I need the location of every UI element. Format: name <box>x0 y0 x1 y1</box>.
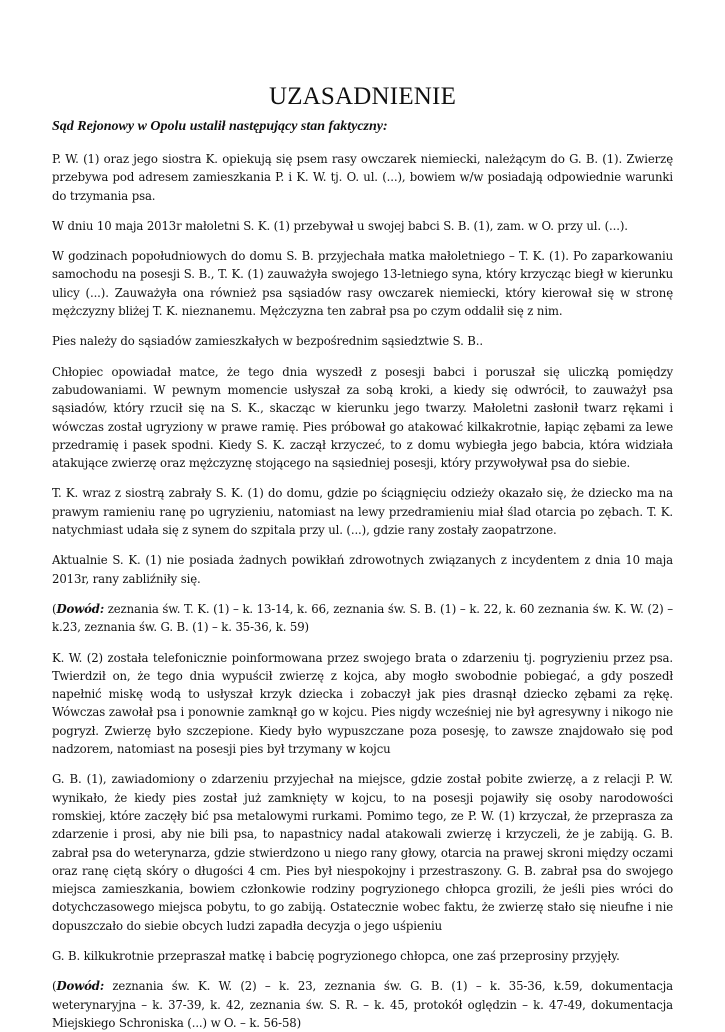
paragraph-8: K. W. (2) została telefonicznie poinformowana przez swojego brata o zdarzeniu tj. pogryzieniu przez psa. Twierdził on, że tego dnia wypuścił zwierzę z kojca, aby mogło swobodnie pobiegać, a gdy poszedł napełnić miskę wodą to usłyszał krzyk dziecka i zobaczył jak pies drasnął dziecko zębami za rękę. Wówczas zawołał psa i ponownie zamknął go w kojcu. Pies nigdy wcześniej nie był agresywny i nikogo nie pogryzł. Zwierzę było szczepione. Kiedy było wypuszczane poza posesję, to zawsze znajdowało się pod nadzorem, natomiast na posesji pies był trzymany w kojcu <box>52 650 673 757</box>
paragraph-9: G. B. (1), zawiadomiony o zdarzeniu przyjechał na miejsce, gdzie został pobite zwierzę, a z relacji P. W. wynikało, że kiedy pies został już zamknięty w kojcu, to na posesji pojawiły się osoby narodowości romskiej, które zaczęły bić psa metalowymi rurkami. Pomimo tego, ze P. W. (1) krzyczał, że przeprasza za zdarzenie i prosi, aby nie bili psa, to napastnicy nadal atakowali zwierzę i krzyczeli, że je zabiją. G. B. zabrał psa do weterynarza, gdzie stwierdzono u niego rany głowy, otarcia na prawej skroni między oczami oraz ranę ciętą skóry o długości 4 cm. Pies był niespokojny i przestraszony. G. B. zabrał psa do swojego miejsca zamieszkania, bowiem członkowie rodziny pogryzionego chłopca grozili, że jeśli pies wróci do dotychczasowego miejsca pobytu, to go zabiją. Ostatecznie wobec faktu, że zwierzę stało się nieufne i nie dopuszczało do siebie obcych ludzi zapadła decyzja o jego uśpieniu <box>52 772 673 933</box>
evidence-label: Dowód: <box>56 979 105 994</box>
paragraph-5: Chłopiec opowiadał matce, że tego dnia wyszedł z posesji babci i poruszał się uliczką pomiędzy zabudowaniami. W pewnym momencie usłyszał za sobą kroki, a kiedy się odwrócił, to zauważył psa sąsiadów, który rzucił się na S. K., skacząc w kierunku jego twarzy. Małoletni zasłonił twarz rękami i wówczas został ugryziony w prawe ramię. Pies próbował go atakować kilkakrotnie, łapiąc zębami za lewe przedramię i pasek spodni. Kiedy S. K. zaczął krzyczeć, to z domu wybiegła jego babcia, która widziała atakujące zwierzę oraz mężczyznę stojącego na sąsiedniej posesji, który przywoływał psa do siebie. <box>52 364 673 471</box>
paragraph-10: G. B. kilkukrotnie przepraszał matkę i babcię pogryzionego chłopca, one zaś przeprosiny przyjęły. <box>52 948 620 963</box>
evidence-paragraph-2: (Dowód: zeznania św. K. W. (2) – k. 23, zeznania św. G. B. (1) – k. 35-36, k.59, dokumentacja weterynaryjna – k. 37-39, k. 42, zeznania św. S. R. – k. 45, protokół oględzin – k. 47-49, dokumentacja Miejskiego Schroniska (...) w O. – k. 56-58) <box>52 979 673 1030</box>
paragraph-6: T. K. wraz z siostrą zabrały S. K. (1) do domu, gdzie po ściągnięciu odzieży okazało się, że dziecko ma na prawym ramieniu ranę po ugryzieniu, natomiast na lewy przedramieniu miał ślad otarcia po zębach. T. K. natychmiast udała się z synem do szpitala przy ul. (...), gdzie rany zostały zaopatrzone. <box>52 486 673 538</box>
paragraph-1: P. W. (1) oraz jego siostra K. opiekują się psem rasy owczarek niemiecki, należącym do G. B. (1). Zwierzę przebywa pod adresem zamieszkania P. i K. W. tj. O. ul. (...), bowiem w/w posiadają odpowiednie warunki do trzymania psa. <box>52 152 673 203</box>
paragraph-3: W godzinach popołudniowych do domu S. B. przyjechała matka małoletniego – T. K. (1). Po zaparkowaniu samochodu na posesji S. B., T. K. (1) zauważyła swojego 13-letniego syna, który krzycząc biegł w kierunku ulicy (...). Zauważyła ona również psa sąsiadów rasy owczarek niemiecki, który kierował się w stronę mężczyzny bliżej T. K. nieznanemu. Mężczyzna ten zabrał psa po czym oddalił się z nim. <box>52 249 673 319</box>
evidence-text: zeznania św. T. K. (1) – k. 13-14, k. 66, zeznania św. S. B. (1) – k. 22, k. 60 zeznania św. K. W. (2) – k.23, zeznania św. G. B. (1) – k. 35-36, k. 59) <box>52 601 673 635</box>
paragraph-7: Aktualnie S. K. (1) nie posiada żadnych powikłań zdrowotnych związanych z incydentem z dnia 10 maja 2013r, rany zabliźniły się. <box>52 553 673 586</box>
evidence-label: Dowód: <box>56 601 105 616</box>
evidence-text: zeznania św. K. W. (2) – k. 23, zeznania św. G. B. (1) – k. 35-36, k.59, dokumentacja weterynaryjna – k. 37-39, k. 42, zeznania św. S. R. – k. 45, protokół oględzin – k. 47-49, dokumentacja Miejskiego Schroniska (...) w O. – k. 56-58) <box>52 979 673 1030</box>
paragraph-4: Pies należy do sąsiadów zamieszkałych w bezpośrednim sąsiedztwie S. B.. <box>52 334 483 349</box>
paragraph-2: W dniu 10 maja 2013r małoletni S. K. (1) przebywał u swojej babci S. B. (1), zam. w O. przy ul. (...). <box>52 218 628 233</box>
document-title: UZASADNIENIE <box>268 83 457 110</box>
document-subtitle: Sąd Rejonowy w Opolu ustalił następujący stan faktyczny: <box>52 119 388 134</box>
evidence-paragraph-1: (Dowód: zeznania św. T. K. (1) – k. 13-14, k. 66, zeznania św. S. B. (1) – k. 22, k. 60 zeznania św. K. W. (2) – k.23, zeznania św. G. B. (1) – k. 35-36, k. 59) <box>52 601 673 635</box>
